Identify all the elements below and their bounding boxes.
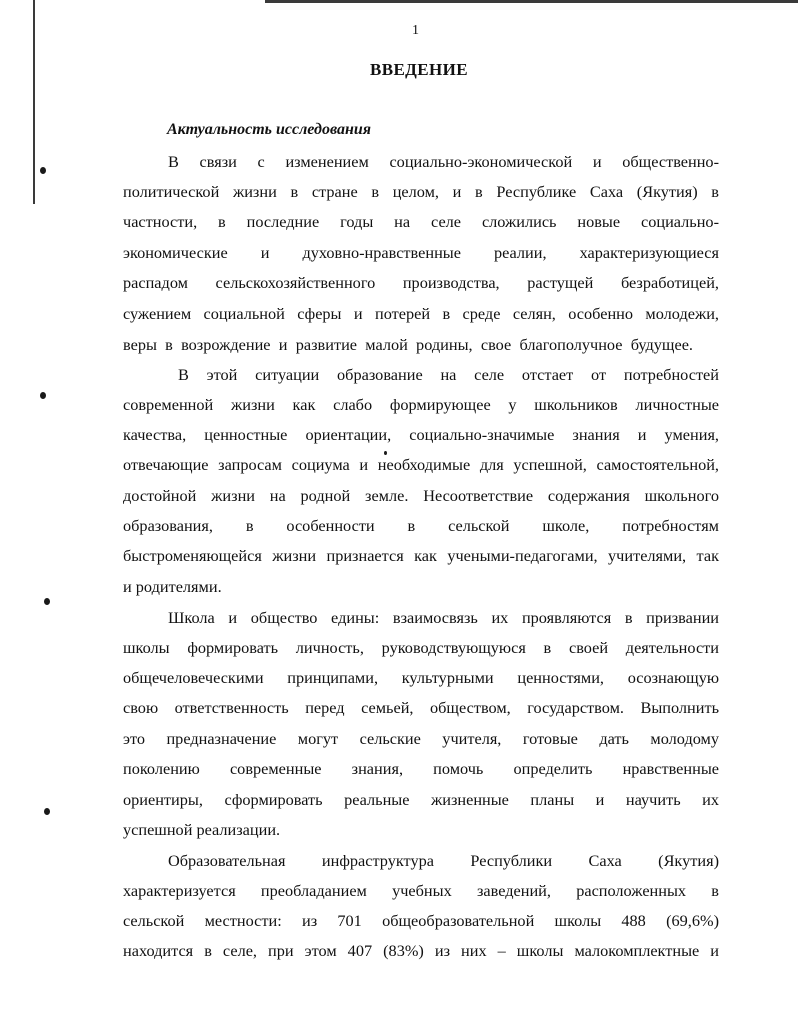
margin-speck (44, 808, 50, 815)
paragraph-3-line: Школа и общество едины: взаимосвязь их проявляются в призвании (168, 608, 719, 627)
paragraph-1-line: В связи с изменением социально-экономической и общественно- (168, 152, 719, 171)
paragraph-3-line: это предназначение могут сельские учителя, готовые дать молодому (123, 729, 719, 748)
paragraph-1-line: политической жизни в стране в целом, и в Республике Саха (Якутия) в (123, 182, 719, 201)
margin-speck (44, 598, 50, 605)
paragraph-4-line: Образовательная инфраструктура Республики Саха (Якутия) (168, 851, 719, 870)
paragraph-3-line: ориентиры, сформировать реальные жизненные планы и научить их (123, 790, 719, 809)
paragraph-3-line: свою ответственность перед семьей, обществом, государством. Выполнить (123, 698, 719, 717)
paragraph-2-line: быстроменяющейся жизни признается как учеными-педагогами, учителями, так (123, 546, 719, 565)
paragraph-2-line: достойной жизни на родной земле. Несоответствие содержания школьного (123, 486, 719, 505)
paragraph-2-line: В этой ситуации образование на селе отстает от потребностей (178, 365, 719, 384)
paragraph-1-line: частности, в последние годы на селе сложились новые социально- (123, 212, 719, 231)
paragraph-1-line: распадом сельскохозяйственного производства, растущей безработицей, (123, 273, 719, 292)
section-heading: Актуальность исследования (167, 121, 371, 138)
paragraph-1-line: сужением социальной сферы и потерей в среде селян, особенно молодежи, (123, 304, 719, 323)
paragraph-1-line: экономические и духовно-нравственные реалии, характеризующиеся (123, 243, 719, 262)
page-title: ВВЕДЕНИЕ (369, 60, 469, 79)
paragraph-2-line: образования, в особенности в сельской школе, потребностям (123, 516, 719, 535)
paragraph-4-line: характеризуется преобладанием учебных заведений, расположенных в (123, 881, 719, 900)
paragraph-3-line: успешной реализации. (123, 820, 281, 839)
paragraph-2-line: качества, ценностные ориентации, социально-значимые знания и умения, (123, 425, 719, 444)
scan-top-border (265, 0, 798, 3)
scan-left-border (33, 0, 35, 204)
margin-speck (40, 392, 46, 399)
margin-speck (40, 167, 46, 174)
page-number: 1 (412, 23, 419, 38)
paragraph-3-line: школы формировать личность, руководствующуюся в своей деятельности (123, 638, 719, 657)
paragraph-2-line: современной жизни как слабо формирующее у школьников личностные (123, 395, 719, 414)
paragraph-4-line: сельской местности: из 701 общеобразовательной школы 488 (69,6%) (123, 911, 719, 930)
paragraph-2-line: и родителями. (123, 577, 222, 596)
paragraph-3-line: общечеловеческими принципами, культурными ценностями, осознающую (123, 668, 719, 687)
paragraph-4-line: находится в селе, при этом 407 (83%) из них – школы малокомплектные и (123, 941, 719, 960)
paragraph-3-line: поколению современные знания, помочь определить нравственные (123, 759, 719, 778)
paragraph-1-line: веры в возрождение и развитие малой родины, свое благополучное будущее. (123, 335, 693, 354)
paragraph-2-line: отвечающие запросам социума и необходимые для успешной, самостоятельной, (123, 455, 719, 474)
